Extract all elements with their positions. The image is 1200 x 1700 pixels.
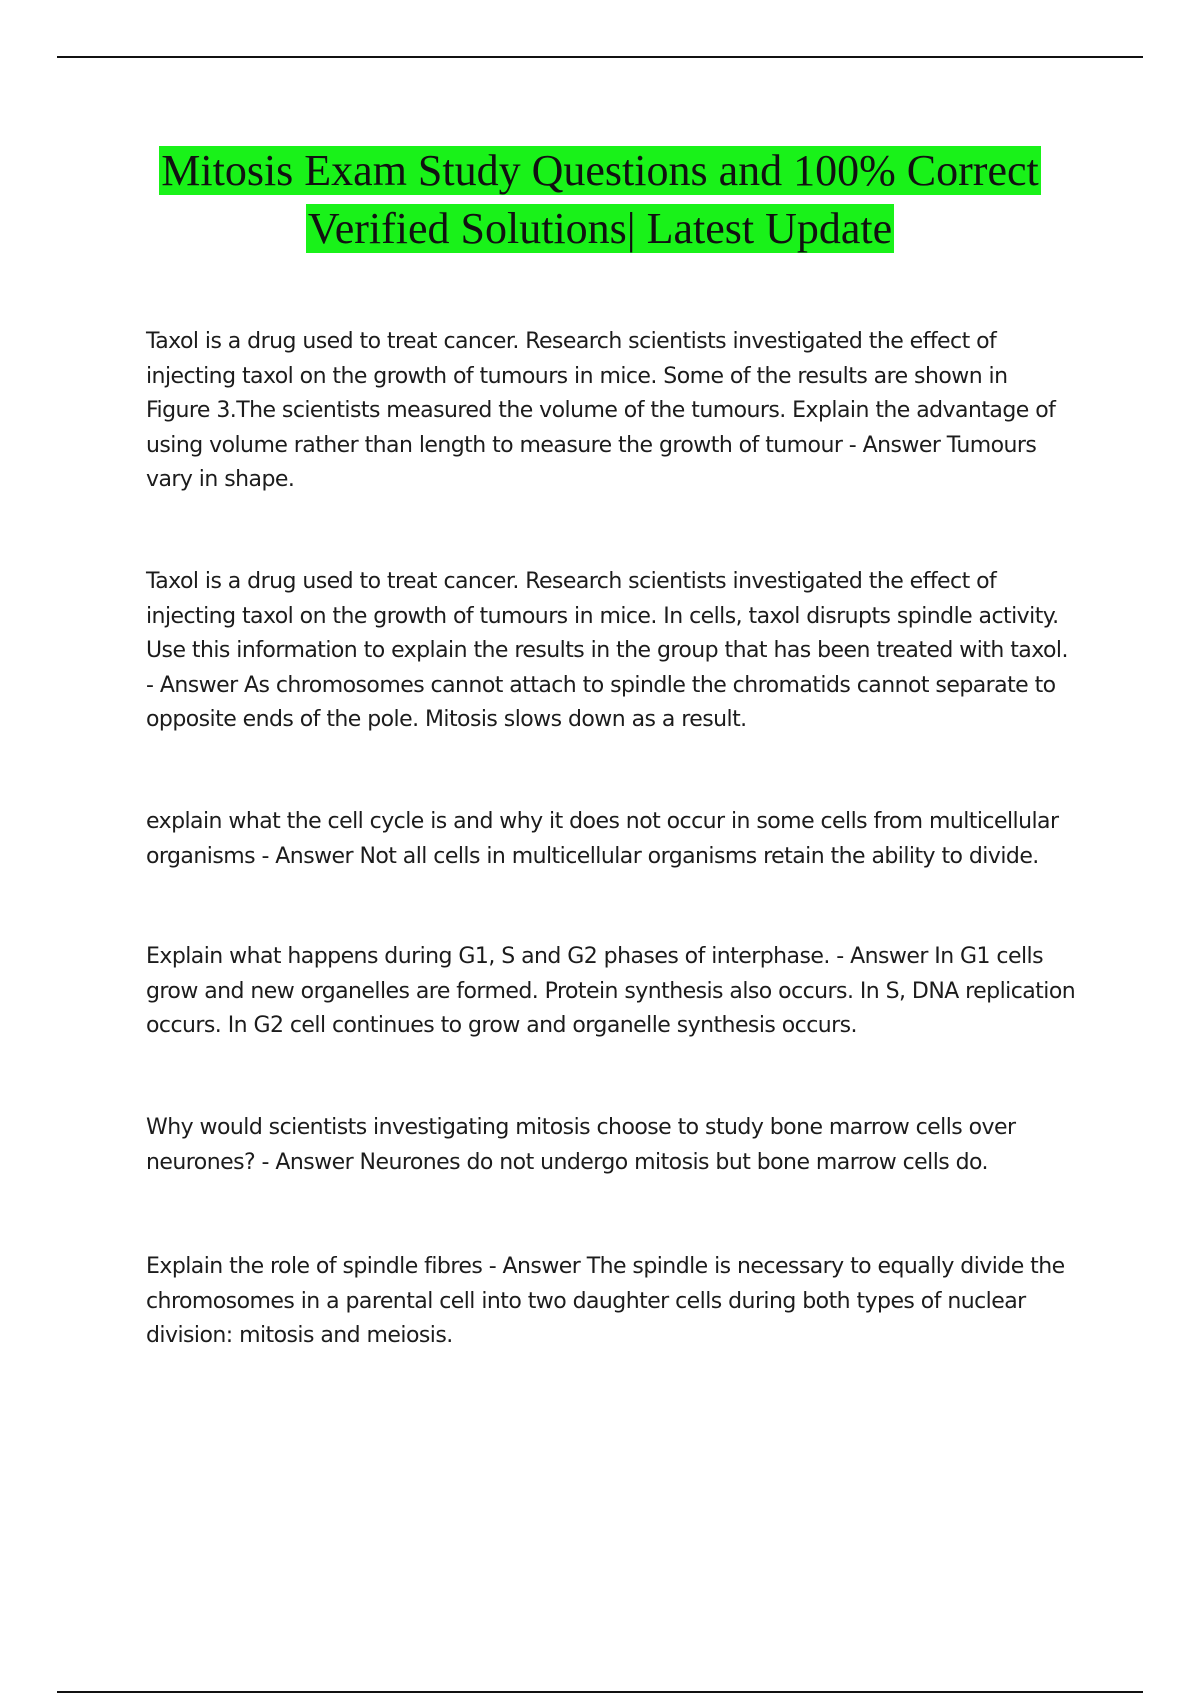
text-line: grow and new organelles are formed. Protein synthesis also occurs. In S, DNA replication <box>146 978 1076 1004</box>
text-line: Explain the role of spindle fibres - Answer The spindle is necessary to equally divide the <box>146 1254 1065 1279</box>
text-line: opposite ends of the pole. Mitosis slows down as a result. <box>146 707 747 732</box>
text-line: Use this information to explain the results in the group that has been treated with taxol. <box>146 638 1068 663</box>
qa-paragraph-2 <box>146 565 1096 738</box>
text-line: Taxol is a drug used to treat cancer. Research scientists investigated the effect of <box>146 569 997 594</box>
text-line: Figure 3.The scientists measured the volume of the tumours. Explain the advantage of <box>146 398 1056 423</box>
page-title <box>80 142 1120 258</box>
text-line: occurs. In G2 cell continues to grow and organelle synthesis occurs. <box>146 1013 857 1038</box>
text-line: injecting taxol on the growth of tumours in mice. In cells, taxol disrupts spindle activity. <box>146 603 1059 629</box>
text-line: Taxol is a drug used to treat cancer. Research scientists investigated the effect of <box>146 329 997 354</box>
text-line: - Answer As chromosomes cannot attach to spindle the chromatids cannot separate to <box>146 672 1056 698</box>
qa-paragraph-3 <box>146 805 1096 874</box>
text-line: injecting taxol on the growth of tumours in mice. Some of the results are shown in <box>146 363 1008 389</box>
qa-paragraph-4 <box>146 940 1096 1044</box>
text-line: Why would scientists investigating mitosis choose to study bone marrow cells over <box>146 1115 1016 1140</box>
text-line: chromosomes in a parental cell into two daughter cells during both types of nuclear <box>146 1288 1026 1314</box>
text-line: vary in shape. <box>146 467 295 492</box>
qa-paragraph-6 <box>146 1250 1096 1354</box>
text-line: explain what the cell cycle is and why it does not occur in some cells from multicellular <box>146 809 1059 834</box>
text-line: division: mitosis and meiosis. <box>146 1323 453 1348</box>
top-rule <box>57 56 1143 58</box>
qa-paragraph-5 <box>146 1111 1096 1180</box>
qa-paragraph-1 <box>146 325 1096 498</box>
title-line-2: Verified Solutions| Latest Update <box>307 204 893 253</box>
text-line: Explain what happens during G1, S and G2 phases of interphase. - Answer In G1 cells <box>146 944 1043 969</box>
text-line: using volume rather than length to measure the growth of tumour - Answer Tumours <box>146 432 1037 458</box>
bottom-rule <box>57 1691 1143 1693</box>
text-line: neurones? - Answer Neurones do not undergo mitosis but bone marrow cells do. <box>146 1149 989 1175</box>
text-line: organisms - Answer Not all cells in multicellular organisms retain the ability to divide. <box>146 843 1039 869</box>
title-line-1: Mitosis Exam Study Questions and 100% Correct <box>161 146 1039 195</box>
